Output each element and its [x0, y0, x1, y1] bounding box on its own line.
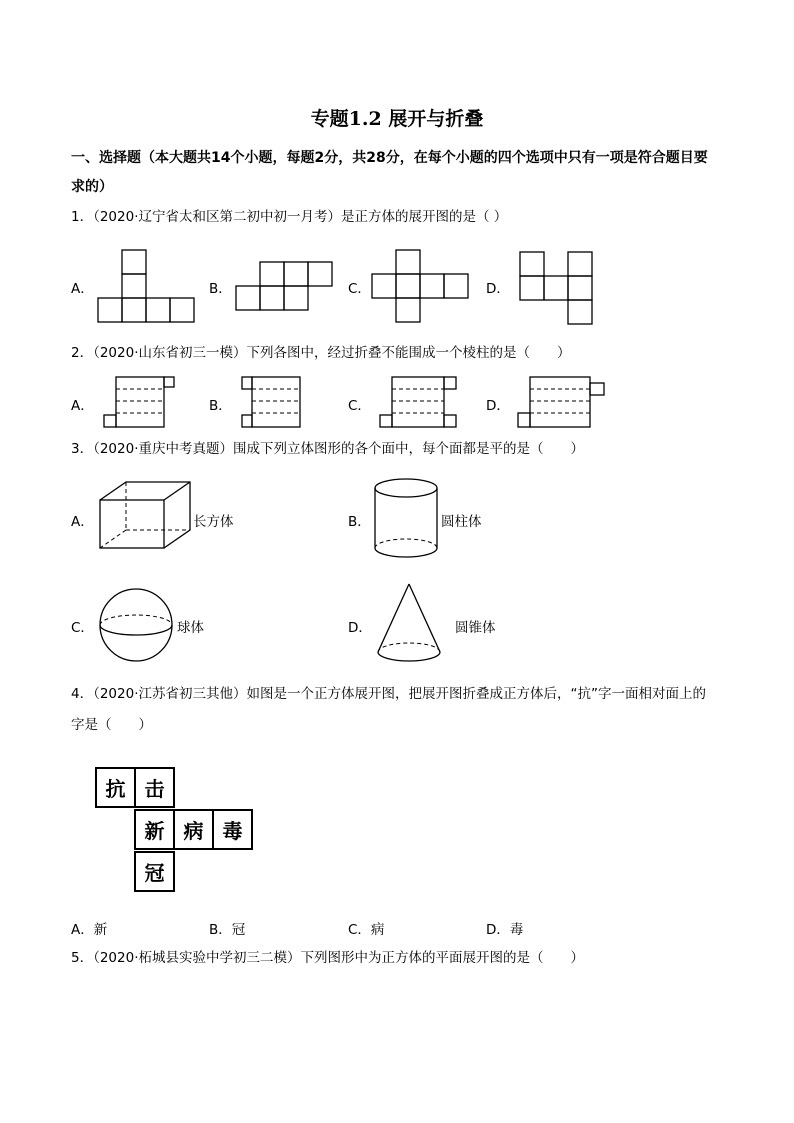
q1-net-a [98, 250, 194, 322]
q3-option-c-label: C． [71, 620, 94, 636]
net-cell-xin: 新 [134, 809, 175, 850]
q2-prism-nets-figure [0, 360, 794, 440]
question-3-text: 3．（2020·重庆中考真题）围成下列立体图形的各个面中，每个面都是平的是（ ） [71, 441, 584, 457]
q4-option-a: A．新 [71, 922, 108, 938]
sphere-label: 球体 [177, 620, 204, 636]
q1-net-b [236, 262, 332, 310]
q1-net-d [520, 252, 592, 324]
question-4-line1: 4．（2020·江苏省初三其他）如图是一个正方体展开图，把展开图折叠成正方体后，“抗”字一面相对面上的 [71, 686, 706, 702]
cylinder-label: 圆柱体 [441, 514, 482, 530]
question-5-text: 5．（2020·柘城县实验中学初三二模）下列图形中为正方体的平面展开图的是（ ） [71, 950, 584, 966]
cube-net-figure [95, 767, 257, 893]
q1-net-c [372, 250, 468, 322]
question-4-line2: 字是（ ） [71, 717, 152, 733]
q2-option-a-label: A． [71, 398, 94, 414]
sphere-icon [100, 589, 172, 661]
cone-icon [378, 584, 440, 661]
section-heading-line2: 求的） [71, 179, 113, 195]
q3-solids-figure [0, 470, 794, 670]
q1-option-c-label: C． [348, 281, 371, 297]
q2-option-d-label: D． [486, 398, 510, 414]
cuboid-label: 长方体 [193, 514, 234, 530]
q4-option-d: D．毒 [486, 922, 524, 938]
question-4-text [71, 683, 706, 736]
cuboid-icon [100, 482, 190, 548]
net-cell-kang: 抗 [95, 767, 136, 808]
page-title: 专题1.2 展开与折叠 [310, 108, 484, 130]
cylinder-icon [375, 479, 437, 557]
net-cell-guan: 冠 [134, 851, 175, 892]
q2-option-b-label: B． [209, 398, 232, 414]
q2-net-a [104, 377, 174, 427]
q2-option-c-label: C． [348, 398, 371, 414]
q3-option-d-label: D． [348, 620, 372, 636]
question-2-text: 2．（2020·山东省初三一模）下列各图中，经过折叠不能围成一个棱柱的是（ ） [71, 345, 571, 361]
net-cell-ji: 击 [134, 767, 175, 808]
q1-option-a-label: A． [71, 281, 94, 297]
net-cell-bing: 病 [173, 809, 214, 850]
q2-net-d [518, 377, 604, 427]
q1-option-d-label: D． [486, 281, 510, 297]
q3-option-b-label: B． [348, 514, 371, 530]
q2-net-c [380, 377, 456, 427]
q4-option-b: B．冠 [209, 922, 246, 938]
cone-label: 圆锥体 [455, 620, 496, 636]
q1-nets-figure [0, 0, 794, 340]
question-1-text: 1．（2020·辽宁省太和区第二初中初一月考）是正方体的展开图的是（ ） [71, 209, 508, 225]
net-cell-du: 毒 [212, 809, 253, 850]
q1-option-b-label: B． [209, 281, 232, 297]
q3-option-a-label: A． [71, 514, 94, 530]
section-heading-line1: 一、选择题（本大题共14个小题，每题2分，共28分，在每个小题的四个选项中只有一项是符合题目要 [71, 150, 708, 166]
q4-option-c: C．病 [348, 922, 385, 938]
q2-net-b [242, 377, 300, 427]
